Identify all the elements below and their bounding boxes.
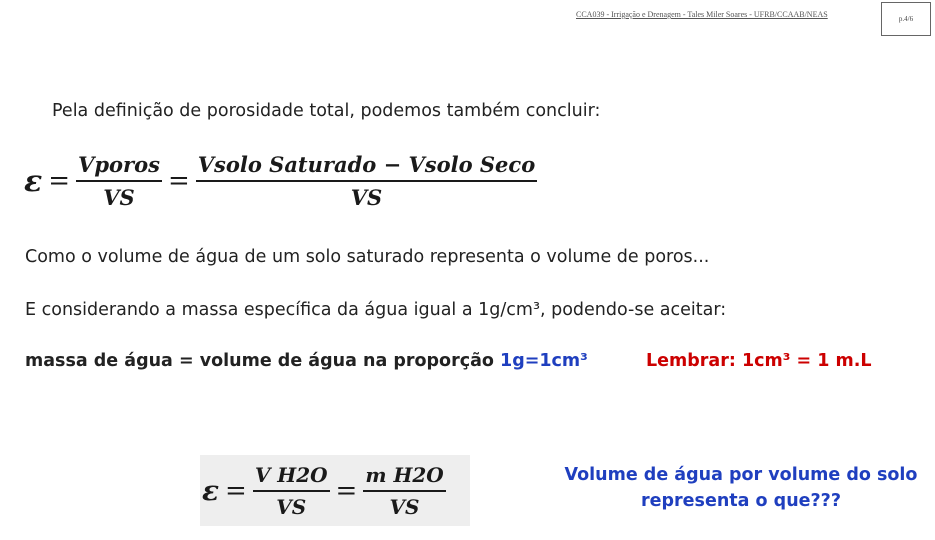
epsilon-symbol: ε — [202, 474, 220, 507]
fraction-water-mass — [363, 463, 445, 519]
paragraph-saturated: Como o volume de água de um solo saturado representa o volume de poros... — [25, 247, 710, 267]
equals-sign: = — [48, 166, 71, 196]
denominator: VS — [350, 185, 383, 210]
course-header: CCA039 - Irrigação e Drenagem - Tales Miler Soares - UFRB/CCAAB/NEAS — [576, 10, 828, 19]
porosity-formula — [24, 152, 537, 210]
numerator: Vporos — [76, 152, 162, 182]
page-number: p.4/6 — [898, 15, 914, 23]
question-line-2: representa o que??? — [641, 491, 841, 511]
proportion-highlight: 1g=1cm³ — [500, 351, 588, 371]
intro-text: Pela definição de porosidade total, podemos também concluir: — [52, 101, 601, 121]
numerator: Vsolo Saturado − Vsolo Seco — [196, 152, 537, 182]
fraction-saturated-dry — [196, 152, 537, 210]
fraction-pores — [76, 152, 162, 210]
mass-volume-text: massa de água = volume de água na proporção — [25, 351, 501, 371]
fraction-water-volume — [253, 463, 330, 519]
equals-sign: = — [167, 166, 190, 196]
water-porosity-formula — [200, 455, 470, 526]
denominator: VS — [103, 185, 135, 210]
paragraph-density: E considerando a massa específica da água igual a 1g/cm³, podendo-se aceitar: — [25, 300, 727, 320]
question-line-1: Volume de água por volume do solo — [564, 465, 918, 485]
equals-sign: = — [335, 475, 358, 506]
equals-sign: = — [225, 475, 247, 506]
numerator: m H2O — [363, 463, 445, 492]
question-text — [561, 462, 921, 514]
numerator: V H2O — [253, 463, 330, 492]
denominator: VS — [276, 494, 307, 519]
reminder-text: Lembrar: 1cm³ = 1 m.L — [646, 351, 872, 371]
epsilon-symbol: ε — [24, 163, 43, 199]
denominator: VS — [389, 494, 420, 519]
paragraph-mass-volume — [25, 351, 588, 371]
page-number-box — [881, 2, 931, 36]
